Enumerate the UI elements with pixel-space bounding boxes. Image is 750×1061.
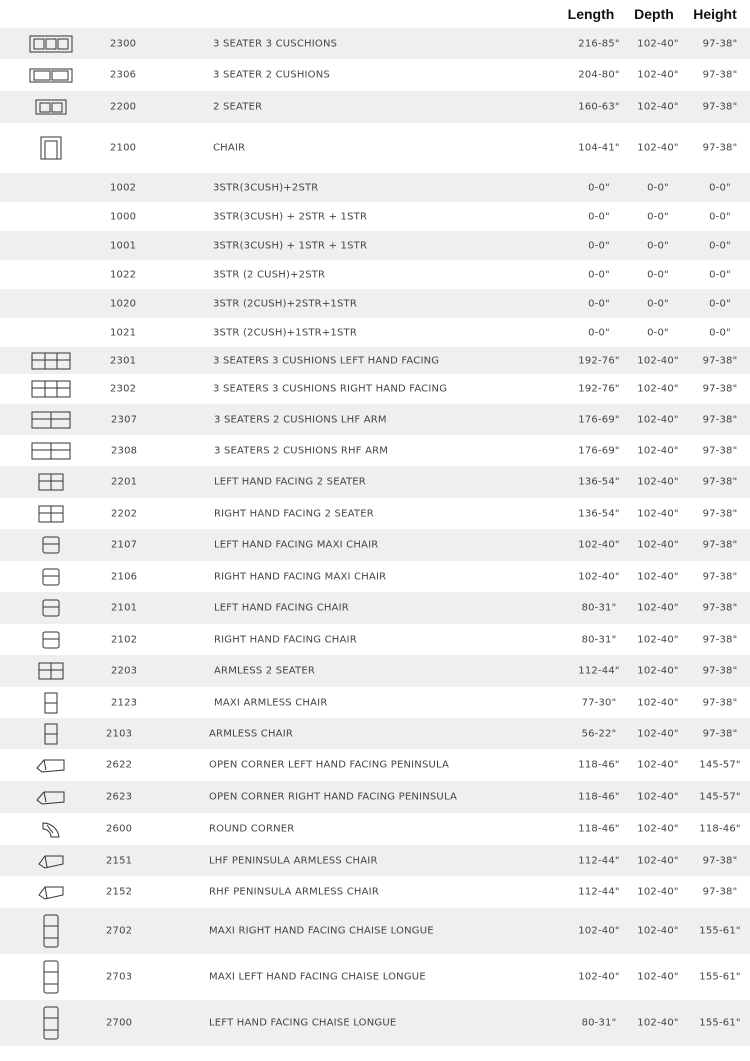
product-code: 2301 [110,355,137,366]
table-row [0,876,750,908]
table-row [0,781,750,813]
product-code: 2202 [111,508,138,519]
product-description: 3 SEATERS 3 CUSHIONS LEFT HAND FACING [213,355,440,366]
depth-value: 0-0" [647,240,669,251]
table-row [0,529,750,561]
table-row [0,347,750,374]
height-value: 0-0" [709,211,731,222]
product-code: 1020 [110,298,137,309]
table-row [0,435,750,466]
length-value: 0-0" [588,269,610,280]
product-description: MAXI LEFT HAND FACING CHAISE LONGUE [209,971,426,983]
height-value: 97-38" [702,101,738,113]
maxi-chair-lhf-icon [28,534,74,556]
table-row [0,592,750,624]
height-value: 0-0" [709,240,731,251]
height-value: 97-38" [702,414,738,425]
height-value: 97-38" [702,355,738,366]
depth-value: 102-40" [637,602,679,614]
product-code: 2622 [106,759,133,771]
height-value: 145-57" [699,759,741,771]
product-code: 1022 [110,269,137,280]
product-code: 2702 [106,925,133,937]
product-description: 3STR (2 CUSH)+2STR [213,269,326,280]
depth-value: 102-40" [637,855,679,866]
maxi-rhf-chaise-icon [28,920,74,942]
length-value: 56-22" [581,728,617,739]
length-value: 0-0" [588,298,610,309]
table-row [0,260,750,289]
height-value: 145-57" [699,791,741,803]
depth-value: 102-40" [637,508,679,519]
product-code: 1002 [110,182,137,193]
depth-value: 102-40" [637,1017,679,1029]
table-row [0,123,750,173]
height-value: 97-38" [702,476,738,488]
product-description: MAXI RIGHT HAND FACING CHAISE LONGUE [209,925,434,937]
sofa-lhf-2-cushion-icon [28,409,74,431]
table-row [0,202,750,231]
table-row [0,813,750,845]
table-row [0,404,750,435]
product-description: 2 SEATER [213,101,263,113]
table-row [0,718,750,749]
depth-header: Depth [634,6,674,22]
product-description: LEFT HAND FACING CHAIR [214,602,349,614]
height-value: 97-38" [702,383,738,395]
product-code: 2300 [110,38,137,49]
height-value: 155-61" [699,971,741,983]
height-header: Height [693,6,737,22]
height-value: 97-38" [702,634,738,645]
depth-value: 102-40" [637,383,679,395]
height-value: 97-38" [702,38,738,49]
sofa-lhf-3-cushion-icon [28,350,74,372]
depth-value: 102-40" [637,823,679,835]
length-value: 136-54" [578,508,620,519]
product-code: 2306 [110,69,137,81]
length-value: 192-76" [578,383,620,395]
product-description: 3STR (2CUSH)+2STR+1STR [213,298,357,309]
product-code: 2600 [106,823,133,835]
height-value: 97-38" [702,665,738,677]
table-row [0,687,750,718]
chair-lhf-icon [28,597,74,619]
product-description: 3 SEATERS 3 CUSHIONS RIGHT HAND FACING [213,383,448,395]
table-row [0,289,750,318]
product-description: LEFT HAND FACING 2 SEATER [214,476,366,488]
length-value: 204-80" [578,69,620,81]
length-value: 118-46" [578,759,620,771]
open-corner-rhf-peninsula-icon [28,786,74,808]
table-row [0,318,750,347]
length-value: 0-0" [588,211,610,222]
product-code: 2123 [111,697,138,708]
depth-value: 102-40" [637,539,679,551]
table-row [0,908,750,954]
rhf-peninsula-armless-chair-icon [28,881,74,903]
product-description: 3STR(3CUSH) + 1STR + 1STR [213,240,368,251]
height-value: 97-38" [702,445,738,456]
table-row [0,498,750,529]
product-description: 3 SEATERS 2 CUSHIONS LHF ARM [214,414,387,425]
sofa-rhf-3-cushion-icon [28,378,74,400]
product-code: 2201 [111,476,138,488]
depth-value: 102-40" [637,355,679,366]
depth-value: 102-40" [637,101,679,113]
length-value: 77-30" [581,697,617,708]
depth-value: 102-40" [637,759,679,771]
product-description: RHF PENINSULA ARMLESS CHAIR [209,886,379,898]
table-row [0,624,750,655]
height-value: 97-38" [702,728,738,739]
table-row [0,1000,750,1046]
table-row [0,28,750,59]
maxi-armless-chair-icon [28,692,74,714]
height-value: 97-38" [702,886,738,898]
length-value: 102-40" [578,539,620,551]
product-description: OPEN CORNER LEFT HAND FACING PENINSULA [209,759,450,771]
product-code: 2151 [106,855,133,866]
product-description: LEFT HAND FACING CHAISE LONGUE [209,1017,397,1029]
chair-icon [28,137,74,159]
product-code: 2152 [106,886,133,898]
height-value: 97-38" [702,697,738,708]
product-description: LEFT HAND FACING MAXI CHAIR [214,539,379,551]
product-code: 1021 [110,327,137,338]
length-value: 192-76" [578,355,620,366]
table-row [0,59,750,91]
length-value: 0-0" [588,182,610,193]
product-code: 2302 [110,383,137,395]
product-description: 3STR (2CUSH)+1STR+1STR [213,327,357,338]
length-value: 102-40" [578,571,620,582]
product-description: 3 SEATERS 2 CUSHIONS RHF ARM [214,445,389,456]
depth-value: 102-40" [637,634,679,645]
length-value: 104-41" [578,142,620,154]
depth-value: 0-0" [647,298,669,309]
length-value: 176-69" [578,445,620,456]
height-value: 97-38" [702,855,738,866]
product-description: OPEN CORNER RIGHT HAND FACING PENINSULA [209,791,457,803]
product-code: 2307 [111,414,138,425]
depth-value: 102-40" [637,571,679,582]
product-description: CHAIR [213,142,246,154]
table-row [0,173,750,202]
length-value: 102-40" [578,971,620,983]
depth-value: 102-40" [637,476,679,488]
product-code: 2101 [111,602,138,614]
length-value: 112-44" [578,855,620,866]
depth-value: 102-40" [637,728,679,739]
length-value: 80-31" [581,1017,617,1029]
length-value: 102-40" [578,925,620,937]
height-value: 97-38" [702,69,738,81]
table-row [0,374,750,404]
height-value: 97-38" [702,571,738,582]
depth-value: 102-40" [637,886,679,898]
length-value: 160-63" [578,101,620,113]
product-description: ARMLESS 2 SEATER [214,665,316,677]
length-value: 80-31" [581,602,617,614]
height-value: 0-0" [709,298,731,309]
product-description: 3 SEATER 3 CUSCHIONS [213,38,338,49]
product-code: 2200 [110,101,137,113]
product-code: 2102 [111,634,138,645]
maxi-chair-rhf-icon [28,566,74,588]
product-description: RIGHT HAND FACING 2 SEATER [214,508,374,519]
depth-value: 102-40" [637,925,679,937]
product-description: ARMLESS CHAIR [209,728,294,739]
product-code: 2103 [106,728,133,739]
height-value: 97-38" [702,142,738,154]
product-description: 3STR(3CUSH)+2STR [213,182,319,193]
height-value: 118-46" [699,823,741,835]
product-description: 3 SEATER 2 CUSHIONS [213,69,330,81]
product-code: 2203 [111,665,138,677]
table-row [0,466,750,498]
depth-value: 102-40" [637,665,679,677]
armless-2-seat-icon [28,660,74,682]
product-description: MAXI ARMLESS CHAIR [214,697,328,708]
product-code: 1000 [110,211,137,222]
product-description: RIGHT HAND FACING MAXI CHAIR [214,571,387,582]
table-row [0,231,750,260]
product-code: 1001 [110,240,137,251]
sofa-lhf-2-seat-icon [28,471,74,493]
product-description: 3STR(3CUSH) + 2STR + 1STR [213,211,368,222]
depth-value: 0-0" [647,182,669,193]
length-value: 80-31" [581,634,617,645]
lhf-chaise-icon [28,1012,74,1034]
depth-value: 102-40" [637,142,679,154]
length-header: Length [567,6,615,22]
depth-value: 102-40" [637,697,679,708]
depth-value: 102-40" [637,791,679,803]
table-row [0,655,750,687]
product-code: 2623 [106,791,133,803]
height-value: 155-61" [699,925,741,937]
height-value: 97-38" [702,539,738,551]
height-value: 0-0" [709,269,731,280]
maxi-lhf-chaise-icon [28,966,74,988]
length-value: 0-0" [588,327,610,338]
table-row [0,561,750,592]
product-code: 2308 [111,445,138,456]
product-description: ROUND CORNER [209,823,295,835]
armless-chair-icon [28,723,74,745]
length-value: 112-44" [578,886,620,898]
open-corner-lhf-peninsula-icon [28,754,74,776]
product-code: 2107 [111,539,138,551]
length-value: 112-44" [578,665,620,677]
sofa-3-seat-3-cushion-icon [28,33,74,55]
length-value: 118-46" [578,823,620,835]
length-value: 216-85" [578,38,620,49]
sofa-rhf-2-seat-icon [28,503,74,525]
depth-value: 0-0" [647,269,669,280]
table-row [0,845,750,876]
length-value: 0-0" [588,240,610,251]
depth-value: 102-40" [637,414,679,425]
length-value: 176-69" [578,414,620,425]
table-row [0,749,750,781]
height-value: 0-0" [709,327,731,338]
product-code: 2703 [106,971,133,983]
product-code: 2700 [106,1017,133,1029]
product-description: LHF PENINSULA ARMLESS CHAIR [209,855,378,866]
lhf-peninsula-armless-chair-icon [28,850,74,872]
product-code: 2106 [111,571,138,582]
height-value: 0-0" [709,182,731,193]
depth-value: 102-40" [637,971,679,983]
product-description: RIGHT HAND FACING CHAIR [214,634,357,645]
sofa-2-seat-icon [28,96,74,118]
height-value: 155-61" [699,1017,741,1029]
table-header [0,0,750,28]
table-row [0,954,750,1000]
table-row [0,91,750,123]
sofa-3-seat-2-cushion-icon [28,64,74,86]
length-value: 136-54" [578,476,620,488]
depth-value: 102-40" [637,445,679,456]
chair-rhf-icon [28,629,74,651]
depth-value: 102-40" [637,69,679,81]
length-value: 118-46" [578,791,620,803]
round-corner-icon [28,818,74,840]
depth-value: 0-0" [647,327,669,338]
depth-value: 0-0" [647,211,669,222]
height-value: 97-38" [702,508,738,519]
sofa-rhf-2-cushion-icon [28,440,74,462]
height-value: 97-38" [702,602,738,614]
depth-value: 102-40" [637,38,679,49]
product-code: 2100 [110,142,137,154]
